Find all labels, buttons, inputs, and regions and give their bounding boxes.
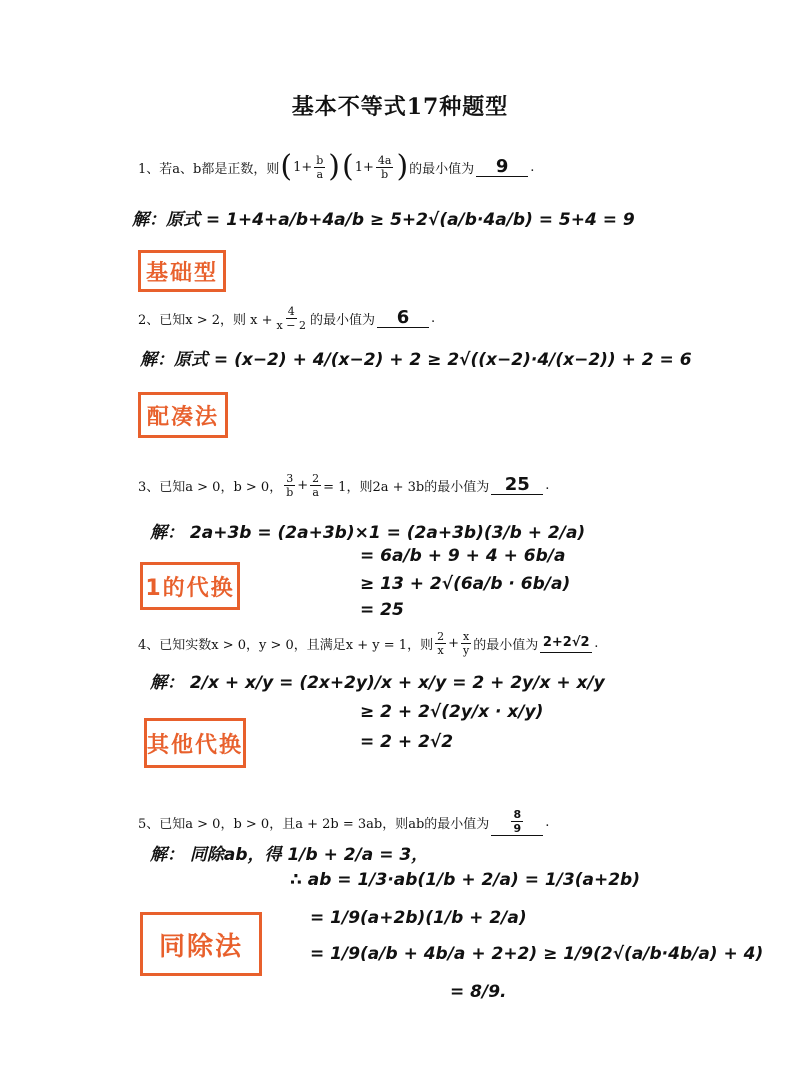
problem-1-factor1: 1+ <box>293 159 313 175</box>
fraction: $\frac{3}{b}$ <box>286 472 294 499</box>
fraction: $\frac{4}{x - 2}$ <box>276 305 306 332</box>
fraction: $\frac{2}{a}$ <box>312 472 320 499</box>
problem-2: 2、已知x > 2，则 x + $\frac{4}{x - 2}$ 的最小值为 6 . <box>138 305 436 332</box>
problem-5: 5、已知a > 0，b > 0，且a + 2b = 3ab，则ab的最小值为 $\frac{8}{9}$ . <box>138 808 550 835</box>
problem-4: 4、已知实数x > 0，y > 0，且满足x + y = 1，则 $\frac{2}{x}$ + $\frac{x}{y}$ 的最小值为 2+2√2 . <box>138 630 599 657</box>
solution-4-line-3: = 2 + 2√2 <box>360 732 454 752</box>
tag-4: 其他代换 <box>144 718 246 768</box>
problem-4-post: 的最小值为 <box>473 638 539 653</box>
tag-1: 基础型 <box>138 250 226 292</box>
fraction: $\frac{x}{y}$ <box>462 630 470 657</box>
solution-3-line-1: 解： 2a+3b = (2a+3b)×1 = (2a+3b)(3/b + 2/a) <box>150 523 586 543</box>
tag-3: 1的代换 <box>140 562 240 610</box>
problem-3: 3、已知a > 0，b > 0， $\frac{3}{b}$ + $\frac{2}{a}$ = 1，则2a + 3b的最小值为 25 . <box>138 472 550 499</box>
solution-2-line-1: 解：原式 = (x−2) + 4/(x−2) + 2 ≥ 2√((x−2)·4/(x−2)) + 2 = 6 <box>140 350 692 370</box>
problem-2-text: 2、已知x > 2，则 x + <box>138 313 273 328</box>
fraction: $\frac{2}{x}$ <box>437 630 445 657</box>
problem-1-post: 的最小值为 <box>409 161 475 177</box>
tag-5: 同除法 <box>140 912 262 976</box>
solution-5-line-2: ∴ ab = 1/3·ab(1/b + 2/a) = 1/3(a+2b) <box>290 870 640 890</box>
fraction: $\frac{b}{a}$ <box>316 153 324 181</box>
problem-4-text: 4、已知实数x > 0，y > 0，且满足x + y = 1，则 <box>138 638 434 653</box>
solution-4-line-1: 解： 2/x + x/y = (2x+2y)/x + x/y = 2 + 2y/x + x/y <box>150 673 605 693</box>
fraction: $\frac{8}{9}$ <box>513 808 522 835</box>
answer-5 <box>491 808 543 836</box>
tag-2: 配凑法 <box>138 392 228 438</box>
problem-5-text: 5、已知a > 0，b > 0，且a + 2b = 3ab，则ab的最小值为 <box>138 816 490 832</box>
solution-3-line-4: = 25 <box>360 600 404 620</box>
problem-1-factor2: 1+ <box>354 159 374 175</box>
fraction: $\frac{4a}{b}$ <box>377 153 392 181</box>
solution-3-line-3: ≥ 13 + 2√(6a/b · 6b/a) <box>360 574 571 594</box>
problem-3-post: = 1，则2a + 3b的最小值为 <box>323 480 490 495</box>
solution-1-line-1: 解：原式 = 1+4+a/b+4a/b ≥ 5+2√(a/b·4a/b) = 5+4 = 9 <box>132 210 635 230</box>
problem-2-post: 的最小值为 <box>309 313 375 328</box>
problem-1: 1、若a、b都是正数，则 ( 1+ $\frac{b}{a}$ ) ( 1+ $\frac{4a}{b}$ ) 的最小值为 9 . <box>138 149 535 184</box>
answer-1: 9 <box>476 158 528 177</box>
solution-4-line-2: ≥ 2 + 2√(2y/x · x/y) <box>360 702 544 722</box>
solution-3-line-2: = 6a/b + 9 + 4 + 6b/a <box>360 546 566 566</box>
answer-4: 2+2√2 <box>540 634 592 653</box>
solution-5-line-4: = 1/9(a/b + 4b/a + 2+2) ≥ 1/9(2√(a/b·4b/a) + 4) <box>310 944 764 964</box>
answer-2: 6 <box>377 309 429 328</box>
answer-3: 25 <box>491 476 543 495</box>
solution-5-line-3: = 1/9(a+2b)(1/b + 2/a) <box>310 908 527 928</box>
page-title: 基本不等式17种题型 <box>291 94 509 120</box>
solution-5-line-1: 解： 同除ab，得 1/b + 2/a = 3， <box>150 845 429 865</box>
problem-3-text: 3、已知a > 0，b > 0， <box>138 480 283 495</box>
solution-5-line-5: = 8/9. <box>450 982 507 1002</box>
problem-1-text: 1、若a、b都是正数，则 <box>138 161 280 177</box>
